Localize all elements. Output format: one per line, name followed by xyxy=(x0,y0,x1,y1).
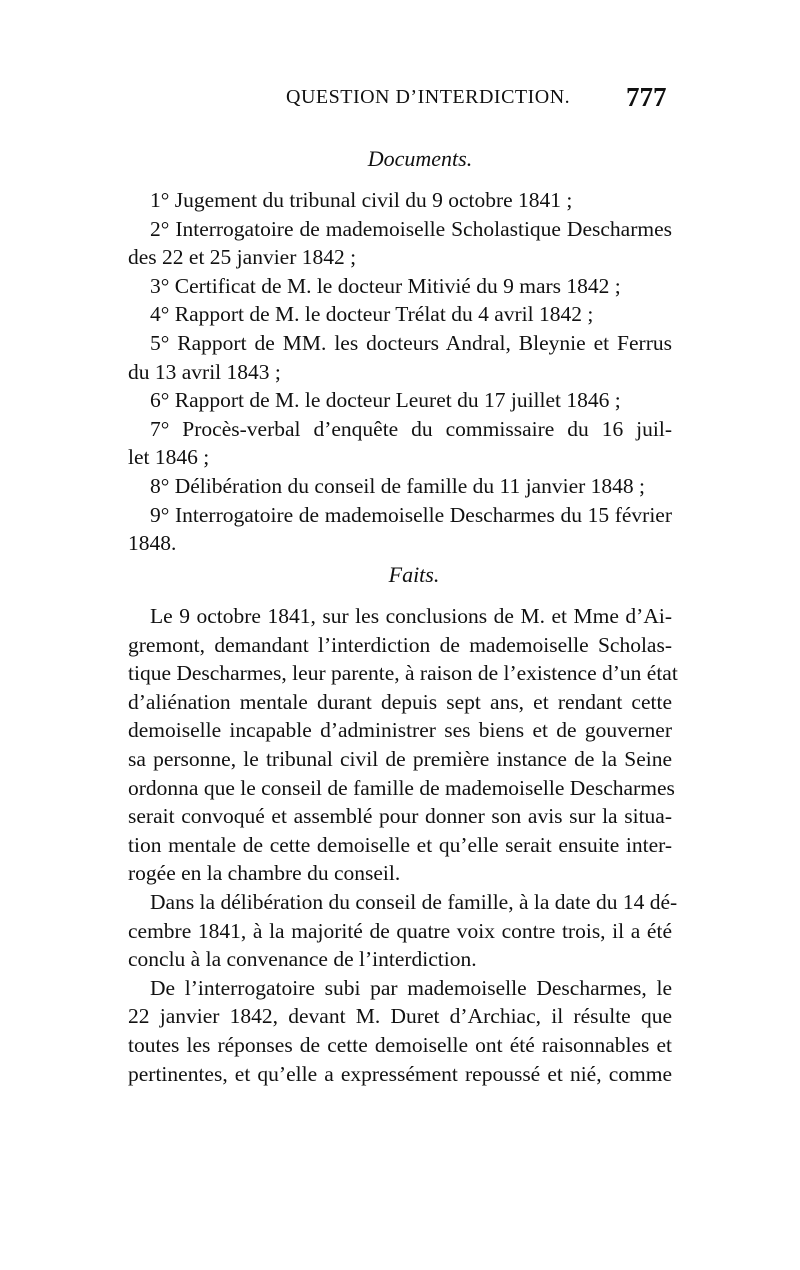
body-line: d’aliénation mentale durant depuis sept ans, et rendant cette xyxy=(128,689,672,714)
body-line: toutes les réponses de cette demoiselle ont été raisonnables et xyxy=(128,1032,672,1057)
documents-list xyxy=(128,186,672,558)
list-item: 4° Rapport de M. le docteur Trélat du 4 avril 1842 ; xyxy=(150,302,594,327)
body-line: tique Descharmes, leur parente, à raison de l’existence d’un état xyxy=(128,661,678,686)
list-item: 7° Procès-verbal d’enquête du commissaire du 16 juil- xyxy=(150,416,672,441)
list-item: 5° Rapport de MM. les docteurs Andral, Bleynie et Ferrus xyxy=(150,330,672,355)
documents-heading: Documents. xyxy=(367,146,473,171)
list-item: 2° Interrogatoire de mademoiselle Scholastique Descharmes xyxy=(150,216,672,241)
list-item: 8° Délibération du conseil de famille du 11 janvier 1848 ; xyxy=(150,473,646,498)
faits-heading: Faits. xyxy=(388,562,440,587)
body-line: Le 9 octobre 1841, sur les conclusions de M. et Mme d’Ai- xyxy=(150,604,672,628)
body-line: demoiselle incapable d’administrer ses biens et de gouverner xyxy=(128,718,672,743)
body-line: De l’interrogatoire subi par mademoiselle Descharmes, le xyxy=(150,975,672,1000)
body-line: tion mentale de cette demoiselle et qu’elle serait ensuite inter- xyxy=(128,832,672,857)
body-line: serait convoqué et assemblé pour donner son avis sur la situa- xyxy=(128,804,672,829)
faits-body xyxy=(128,602,678,1088)
body-line: rogée en la chambre du conseil. xyxy=(128,861,401,886)
body-line: gremont, demandant l’interdiction de mademoiselle Scholas- xyxy=(128,632,672,657)
body-line: Dans la délibération du conseil de famille, à la date du 14 dé- xyxy=(150,889,678,914)
list-item-continuation: let 1846 ; xyxy=(128,445,210,470)
body-line: 22 janvier 1842, devant M. Duret d’Archiac, il résulte que xyxy=(128,1004,672,1029)
body-line: cembre 1841, à la majorité de quatre voix contre trois, il a été xyxy=(128,918,672,943)
list-item: 3° Certificat de M. le docteur Mitivié du 9 mars 1842 ; xyxy=(150,273,621,298)
body-line: pertinentes, et qu’elle a expressément repoussé et nié, comme xyxy=(128,1061,672,1086)
list-item: 6° Rapport de M. le docteur Leuret du 17 juillet 1846 ; xyxy=(150,388,621,413)
running-title: QUESTION D’INTERDICTION. xyxy=(286,86,571,108)
list-item-continuation: du 13 avril 1843 ; xyxy=(128,359,281,384)
body-line: ordonna que le conseil de famille de mademoiselle Descharmes xyxy=(128,775,675,800)
body-line: conclu à la convenance de l’interdiction. xyxy=(128,947,477,972)
list-item: 1° Jugement du tribunal civil du 9 octobre 1841 ; xyxy=(150,188,573,212)
list-item-continuation: des 22 et 25 janvier 1842 ; xyxy=(128,245,357,270)
list-item-continuation: 1848. xyxy=(128,531,177,556)
page-number: 777 xyxy=(626,82,667,112)
list-item: 9° Interrogatoire de mademoiselle Descharmes du 15 février xyxy=(150,502,672,527)
body-line: sa personne, le tribunal civil de première instance de la Seine xyxy=(128,746,672,771)
